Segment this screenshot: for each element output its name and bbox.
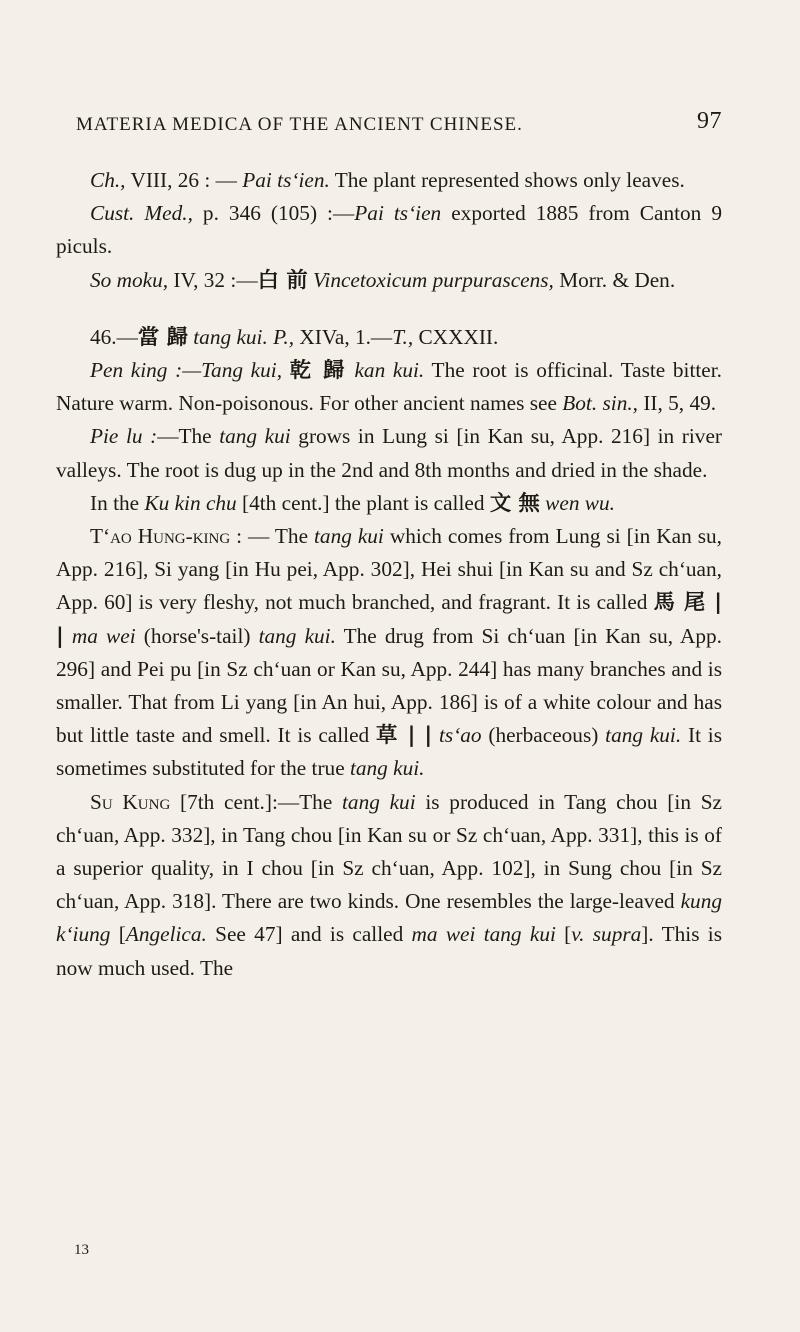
- paragraph-so-moku: So moku, IV, 32 :—白 前 Vincetoxicum purpurascens, Morr. & Den.: [90, 267, 676, 293]
- paragraph-pie-lu: Pie lu :—The tang kui grows in Lung si [in Kan su, App. 216] in river valleys. The root is dug up in the 2nd and 8th months and dried in the shade.: [56, 424, 722, 482]
- paragraph-ch: Ch., VIII, 26 : — Pai ts‘ien. The plant represented shows only leaves.: [90, 168, 685, 192]
- running-head: [56, 96, 722, 136]
- paragraph-pen-king: Pen king :—Tang kui, 乾 歸 kan kui. The root is officinal. Taste bitter. Nature warm. Non-poisonous. For other ancient names see Bot. sin., II, 5, 49.: [56, 358, 722, 416]
- page-body: [56, 164, 722, 985]
- paragraph-cust-med: Cust. Med., p. 346 (105) :—Pai ts‘ien exported 1885 from Canton 9 piculs.: [56, 201, 723, 259]
- entry-46-heading: 46.—當 歸 tang kui. P., XIVa, 1.—T., CXXXII.: [90, 324, 499, 350]
- paragraph-su-kung: Su Kung [7th cent.]:—The tang kui is produced in Tang chou [in Sz ch‘uan, App. 332], in Tang chou [in Kan su or Sz ch‘uan, App. 331], this is of a superior quality, in I chou [in Sz ch‘uan, App. 102], in Sung chou [in Sz ch‘uan, App. 318]. There are two kinds. One resembles the large-leaved kung k‘iung [Angelica. See 47] and is called ma wei tang kui [v. supra]. This is now much used. The: [56, 789, 722, 980]
- page-number: 97: [697, 108, 722, 134]
- paragraph-tao-hung-king: T‘ao Hung-king : — The tang kui which comes from Lung si [in Kan su, App. 216], Si yang [in Hu pei, App. 302], Hei shui [in Kan su and Sz ch‘uan, App. 60] is very fleshy, not much branched, and fragrant. It is called 馬 尾 | | ma wei (horse's-tail) tang kui. The drug from Si ch‘uan [in Kan su, App. 296] and Pei pu [in Sz ch‘uan or Kan su, App. 244] has many branches and is smaller. That from Li yang [in An hui, App. 186] is of a white colour and has but little taste and smell. It is called 草 | | ts‘ao (herbaceous) tang kui. It is sometimes substituted for the true tang kui.: [56, 524, 723, 781]
- paragraph-ku-kin-chu: In the Ku kin chu [4th cent.] the plant is called 文 無 wen wu.: [90, 490, 615, 516]
- page: [56, 96, 722, 985]
- signature-mark: 13: [74, 1242, 89, 1258]
- running-head-title: MATERIA MEDICA OF THE ANCIENT CHINESE.: [76, 114, 523, 135]
